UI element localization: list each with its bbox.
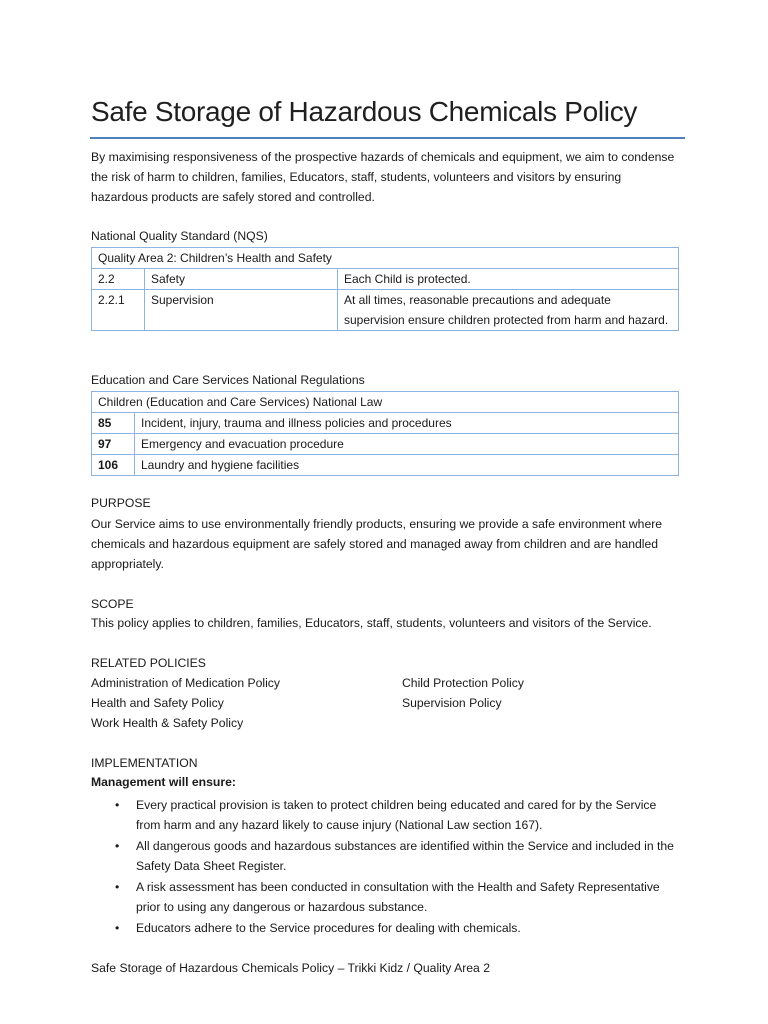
scope-text: This policy applies to children, families, Educators, staff, students, volunteers and visitors of the Service. <box>91 616 652 630</box>
nqs-desc: Each Child is protected. <box>338 269 679 290</box>
list-item <box>91 918 681 938</box>
list-item-text: Every practical provision is taken to protect children being educated and cared for by the Service from harm and any hazard likely to cause injury (National Law section 167). <box>136 798 657 832</box>
nqs-code: 2.2.1 <box>92 290 145 331</box>
list-item-text: Educators adhere to the Service procedures for dealing with chemicals. <box>136 921 521 935</box>
purpose-text: Our Service aims to use environmentally friendly products, ensuring we provide a safe environment where chemicals and hazardous equipment are safely stored and managed away from children and are handled appropriately. <box>91 517 663 571</box>
related-heading: RELATED POLICIES <box>91 656 206 670</box>
implementation-list <box>91 795 681 939</box>
table-row <box>92 455 679 476</box>
title-underline <box>90 137 685 139</box>
nqs-desc: At all times, reasonable precautions and adequate supervision ensure children protected from harm and hazard. <box>338 290 679 331</box>
related-policy-item: Health and Safety Policy <box>91 696 224 710</box>
table-row <box>92 413 679 434</box>
list-item <box>91 795 681 835</box>
table-row <box>92 434 679 455</box>
regs-num: 106 <box>92 455 135 476</box>
nqs-table-header-row <box>92 248 679 269</box>
table-row <box>92 269 679 290</box>
nqs-heading: National Quality Standard (NQS) <box>91 229 268 243</box>
bullet-icon: • <box>115 839 120 853</box>
related-policies-right <box>402 673 524 713</box>
regs-heading: Education and Care Services National Regulations <box>91 373 365 387</box>
regs-desc: Incident, injury, trauma and illness policies and procedures <box>135 413 679 434</box>
nqs-table <box>91 247 679 331</box>
purpose-heading: PURPOSE <box>91 496 151 510</box>
implementation-heading: IMPLEMENTATION <box>91 756 198 770</box>
regs-table <box>91 391 679 476</box>
scope-heading: SCOPE <box>91 597 134 611</box>
implementation-subheading: Management will ensure: <box>91 775 236 789</box>
related-policy-item: Administration of Medication Policy <box>91 676 280 690</box>
list-item-text: A risk assessment has been conducted in consultation with the Health and Safety Representative prior to using any dangerous or hazardous substance. <box>136 880 660 914</box>
regs-desc: Emergency and evacuation procedure <box>135 434 679 455</box>
regs-num: 97 <box>92 434 135 455</box>
related-policy-item: Supervision Policy <box>402 696 502 710</box>
related-policy-item: Child Protection Policy <box>402 676 524 690</box>
page-title: Safe Storage of Hazardous Chemicals Policy <box>91 96 638 127</box>
list-item-text: All dangerous goods and hazardous substances are identified within the Service and included in the Safety Data Sheet Register. <box>136 839 674 873</box>
nqs-name: Supervision <box>145 290 338 331</box>
regs-desc: Laundry and hygiene facilities <box>135 455 679 476</box>
page-footer: Safe Storage of Hazardous Chemicals Policy – Trikki Kidz / Quality Area 2 <box>91 961 490 975</box>
table-row <box>92 290 679 331</box>
bullet-icon: • <box>115 798 120 812</box>
list-item <box>91 877 681 917</box>
list-item <box>91 836 681 876</box>
related-policy-item: Work Health & Safety Policy <box>91 716 244 730</box>
bullet-icon: • <box>115 921 120 935</box>
regs-table-header: Children (Education and Care Services) National Law <box>92 392 679 413</box>
related-policies-left <box>91 673 280 733</box>
bullet-icon: • <box>115 880 120 894</box>
nqs-name: Safety <box>145 269 338 290</box>
nqs-code: 2.2 <box>92 269 145 290</box>
regs-num: 85 <box>92 413 135 434</box>
nqs-table-header: Quality Area 2: Children’s Health and Safety <box>92 248 679 269</box>
intro-paragraph: By maximising responsiveness of the prospective hazards of chemicals and equipment, we aim to condense the risk of harm to children, families, Educators, staff, students, volunteers and visitors by ensuring hazardous products are safely stored and controlled. <box>91 150 675 204</box>
regs-table-header-row <box>92 392 679 413</box>
